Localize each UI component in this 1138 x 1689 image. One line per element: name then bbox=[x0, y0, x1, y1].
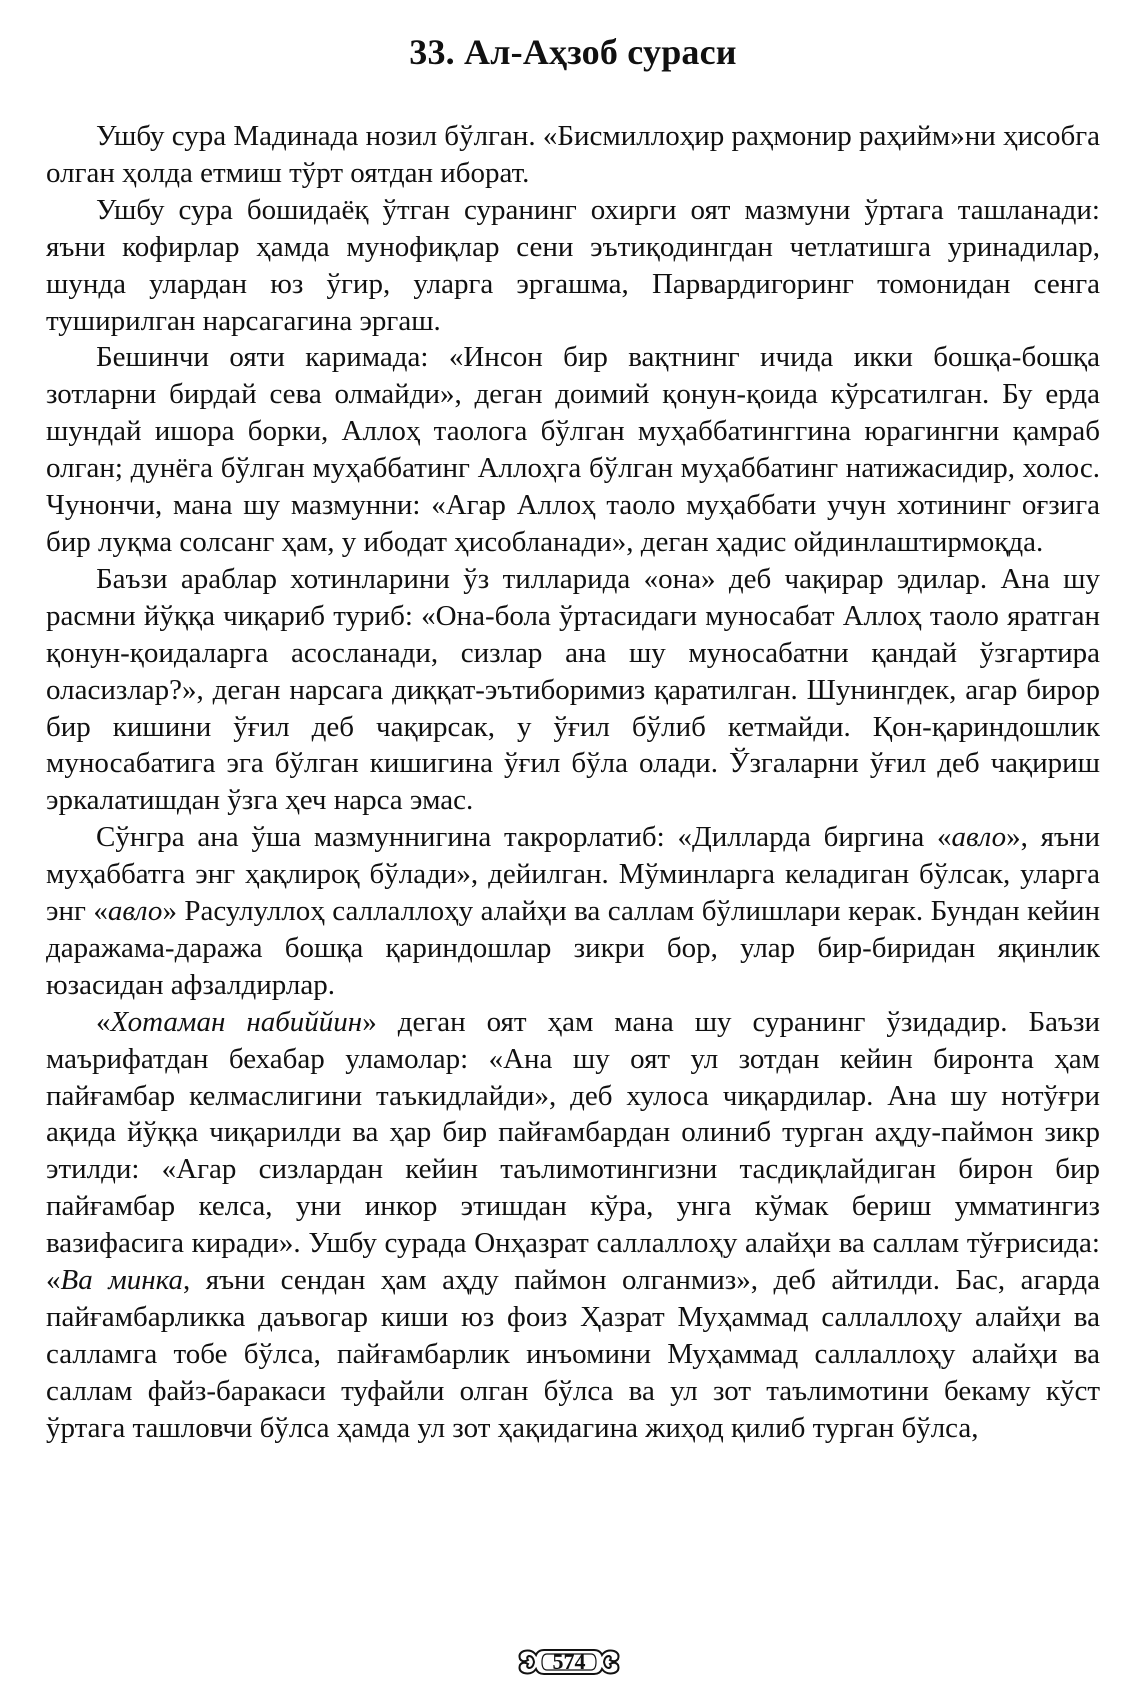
text-run: « bbox=[96, 1005, 111, 1038]
text-run: » Расулуллоҳ саллаллоҳу алайҳи ва саллам бўлишлари керак. Бундан кейин даражама-даража бошқа қариндошлар зикри бор, улар бир-биридан яқинлик юзасидан афзалдирлар. bbox=[46, 895, 1100, 1001]
page-title: 33. Ал-Аҳзоб сураси bbox=[409, 32, 737, 72]
paragraph bbox=[46, 1004, 1100, 1447]
paragraph bbox=[46, 339, 1100, 560]
text-run: Бешинчи ояти каримада: «Инсон бир вақтнинг ичида икки бошқа-бошқа зотларни бирдай сева олмайди», деган доимий қонун-қоида кўрсатилган. Бу ерда шундай ишора борки, Аллоҳ таологa бўлган муҳаббатинггина юрагингни қамраб олган; дунёга бўлган муҳаббатинг Аллоҳга бўлган муҳаббатинг натижасидир, холос. Чунончи, мана шу мазмунни: «Агар Аллоҳ таоло муҳаббати учун хотининг оғзига бир луқма солсанг ҳам, у ибодат ҳисобланади», деган ҳадис ойдинлаштирмоқда. bbox=[46, 341, 1100, 558]
text-run: Баъзи араблар хотинларини ўз тилларида «она» деб чақирар эдилар. Ана шу расмни йўққа чиқариб туриб: «Она-бола ўртасидаги муносабат Аллоҳ таоло яратган қонун-қоидаларга асосланади, сизлар ана шу муносабатни қандай ўзгартира оласизлар?», деган нарсага диққат-эътиборимиз қаратилган. Шунингдек, агар бирор бир кишини ўғил деб чақирсак, у ўғил бўлиб кетмайди. Қон-қариндошлик муносабатига эга бўлган кишигина ўғил бўла олади. Ўзгаларни ўғил деб чақириш эркалатишдан ўзга ҳеч нарса эмас. bbox=[46, 562, 1100, 817]
paragraph bbox=[46, 819, 1100, 1004]
text-run: Ушбу сура Мадинада нозил бўлган. «Бисмиллоҳир раҳмонир раҳийм»ни ҳисобга олган ҳолда етмиш тўрт оятдан иборат. bbox=[46, 120, 1100, 189]
text-run: », яъни муҳаббатга энг ҳақлироқ бўлади», дейилган. Мўминларга келадиган бўлсак, уларга энг « bbox=[46, 821, 1100, 928]
page-footer bbox=[0, 1644, 1138, 1680]
paragraph bbox=[46, 118, 1100, 192]
page-number: 574 bbox=[552, 1649, 586, 1674]
body-text bbox=[46, 118, 1100, 1447]
italic-term: Ва минка bbox=[60, 1264, 183, 1297]
text-run: » деган оят ҳам мана шу суранинг ўзидадир. Баъзи маърифатдан бехабар уламолар: «Ана шу оят ул зотдан кейин биронта ҳам пайғамбар келмаслигини таъкидлайди», деб хулоса чиқардилар. Ана шу нотўғри ақида йўққа чиқарилди ва ҳар бир пайғамбардан олиниб турган аҳду-паймон зикр этилди: «Агар сизлардан кейин таълимотингизни тасдиқлайдиган бирон бир пайғамбар келса, уни инкор этишдан кўра, унга кўмак бериш умматингиз вазифасига киради». Ушбу сурада Онҳазрат саллаллоҳу алайҳи ва саллам тўғрисида: « bbox=[46, 1005, 1100, 1297]
paragraph bbox=[46, 561, 1100, 819]
text-run: Ушбу сура бошидаёқ ўтган суранинг охирги оят мазмуни ўртага ташланади: яъни кофирлар ҳамда мунофиқлар сени эътиқодингдан четлатишга уринадилар, шунда улардан юз ўгир, уларга эргашма, Парвардигоринг томонидан сенга туширилган нарсагагина эргаш. bbox=[46, 193, 1100, 337]
italic-term: авло bbox=[951, 821, 1007, 854]
text-run: Сўнгра ана ўша мазмуннигина такрорлатиб: «Дилларда биргина « bbox=[96, 821, 952, 854]
paragraph bbox=[46, 192, 1100, 340]
italic-term: авло bbox=[107, 895, 163, 928]
document-page bbox=[46, 30, 1100, 1630]
italic-term: Хотаман набиййин bbox=[110, 1005, 363, 1038]
text-run: , яъни сендан ҳам аҳду паймон олганмиз», деб айтилди. Бас, агарда пайғамбарликка даъвогар киши юз фоиз Ҳазрат Муҳаммад саллаллоҳу алайҳи ва салламга тобе бўлса, пайғамбарлик инъомини Муҳаммад саллаллоҳу алайҳи ва саллам файз-баракаси туфайли олган бўлса ва ул зот таълимотини бекаму кўст ўртага ташловчи бўлса ҳамда ул зот ҳақидагина жиҳод қилиб турган бўлса, bbox=[46, 1264, 1100, 1444]
page-number-ornament bbox=[514, 1645, 624, 1679]
